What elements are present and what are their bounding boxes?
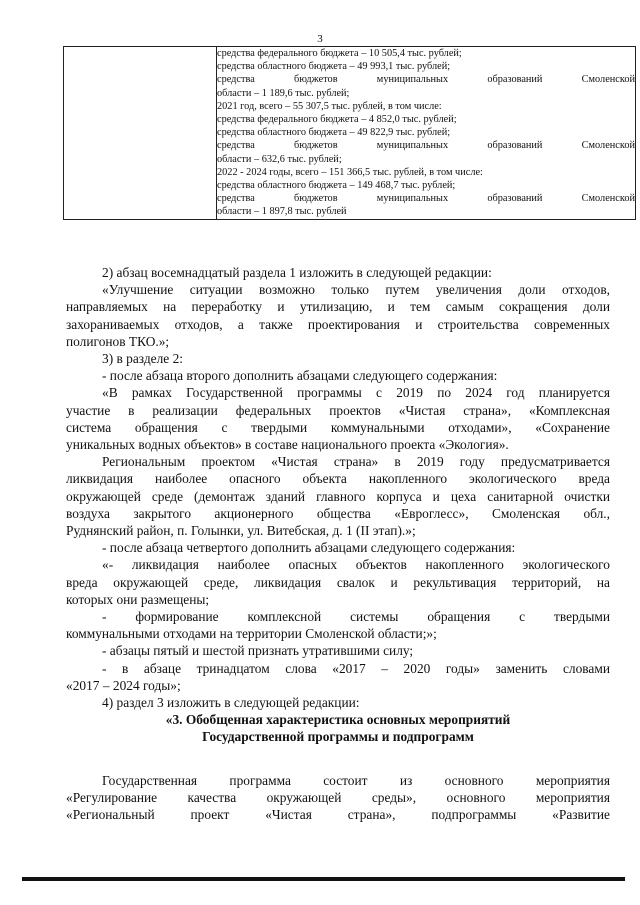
text-line: - после абзаца четвертого дополнить абзацами следующего содержания:: [102, 540, 516, 556]
text-line: 2021 год, всего – 55 307,5 тыс. рублей, в том числе:: [217, 100, 442, 112]
text-line: «В рамках Государственной программы с 2019 по 2024 год планируется: [102, 385, 610, 401]
text-line: вреда окружающей среде, ликвидация свалок и рекультивация территорий, на: [66, 574, 610, 590]
bottom-rule: [22, 877, 625, 881]
text-line: Государственная программа состоит из основного мероприятия: [102, 772, 610, 788]
section-heading: [66, 711, 610, 745]
document-body: [66, 264, 610, 823]
spacer: [66, 746, 610, 772]
text-line: «Улучшение ситуации возможно только путем увеличения доли отходов,: [102, 282, 610, 298]
funding-lines: [217, 47, 635, 219]
text-line: Руднянский район, п. Голынки, ул. Витебская, д. 1 (II этап).»;: [66, 523, 416, 539]
text-line: средства областного бюджета – 49 993,1 тыс. рублей;: [217, 61, 451, 73]
text-line: Региональным проектом «Чистая страна» в 2019 году предусматривается: [102, 454, 610, 470]
text-line: средства федерального бюджета – 10 505,4 тыс. рублей;: [217, 48, 462, 59]
text-line: участие в реализации федеральных проектов «Чистая страна», «Комплексная: [66, 402, 610, 418]
text-line: система обращения с твердыми коммунальными отходами», «Сохранение: [66, 419, 610, 435]
table-cell-empty: [64, 47, 217, 220]
text-line: средства областного бюджета – 49 822,9 тыс. рублей;: [217, 127, 451, 139]
text-line: - абзацы пятый и шестой признать утратившими силу;: [102, 643, 414, 659]
text-line: окружающей среде (демонтаж зданий главного корпуса и цеха санитарной очистки: [66, 488, 610, 504]
text-line: области – 632,6 тыс. рублей;: [217, 153, 342, 165]
body-paragraphs: [66, 264, 610, 711]
text-line: области – 1 897,8 тыс. рублей: [217, 206, 347, 218]
text-line: которых они размещены;: [66, 591, 210, 607]
text-line: - формирование комплексной системы обращения с твердыми: [102, 609, 610, 625]
text-line: 2) абзац восемнадцатый раздела 1 изложить в следующей редакции:: [102, 265, 492, 280]
text-line: средства бюджетов муниципальных образований Смоленской: [217, 193, 635, 205]
text-line: - после абзаца второго дополнить абзацами следующего содержания:: [102, 368, 498, 384]
table-cell-funding: [217, 47, 636, 220]
text-line: средства федерального бюджета – 4 852,0 тыс. рублей;: [217, 114, 457, 126]
text-line: «2017 – 2024 годы»;: [66, 677, 181, 693]
text-line: средства областного бюджета – 149 468,7 тыс. рублей;: [217, 180, 456, 192]
text-line: 2022 - 2024 годы, всего – 151 366,5 тыс. рублей, в том числе:: [217, 166, 483, 178]
text-line: коммунальными отходами на территории Смоленской области;»;: [66, 626, 437, 642]
text-line: направляемых на переработку и утилизацию, и тем самым сокращения доли: [66, 299, 610, 315]
text-line: уникальных водных объектов» в составе национального проекта «Экология».: [66, 437, 509, 453]
heading-line: Государственной программы и подпрограмм: [202, 729, 474, 745]
budget-table: [63, 46, 636, 220]
text-line: средства бюджетов муниципальных образований Смоленской: [217, 74, 635, 86]
text-line: воздуха закрытого акционерного общества «Евроглесс», Смоленская обл.,: [66, 505, 610, 521]
page-number: 3: [317, 33, 323, 45]
text-line: захораниваемых отходов, а также проектирования и строительства современных: [66, 316, 610, 332]
text-line: 3) в разделе 2:: [102, 351, 184, 367]
text-line: ликвидация наиболее опасного объекта накопленного экологического вреда: [66, 471, 610, 487]
heading-line: «3. Обобщенная характеристика основных мероприятий: [165, 712, 511, 728]
text-line: «Регулирование качества окружающей среды», основного мероприятия: [66, 789, 610, 805]
text-line: полигонов ТКО.»;: [66, 333, 170, 349]
text-line: области – 1 189,6 тыс. рублей;: [217, 87, 350, 99]
text-line: 4) раздел 3 изложить в следующей редакции:: [102, 695, 360, 711]
closing-paragraph: [66, 772, 610, 824]
text-line: - в абзаце тринадцатом слова «2017 – 2020 годы» заменить словами: [102, 660, 610, 676]
table-row: [64, 47, 636, 220]
text-line: «- ликвидация наиболее опасных объектов накопленного экологического: [102, 557, 610, 573]
text-line: средства бюджетов муниципальных образований Смоленской: [217, 140, 635, 152]
text-line: «Региональный проект «Чистая страна», подпрограммы «Развитие: [66, 807, 610, 823]
